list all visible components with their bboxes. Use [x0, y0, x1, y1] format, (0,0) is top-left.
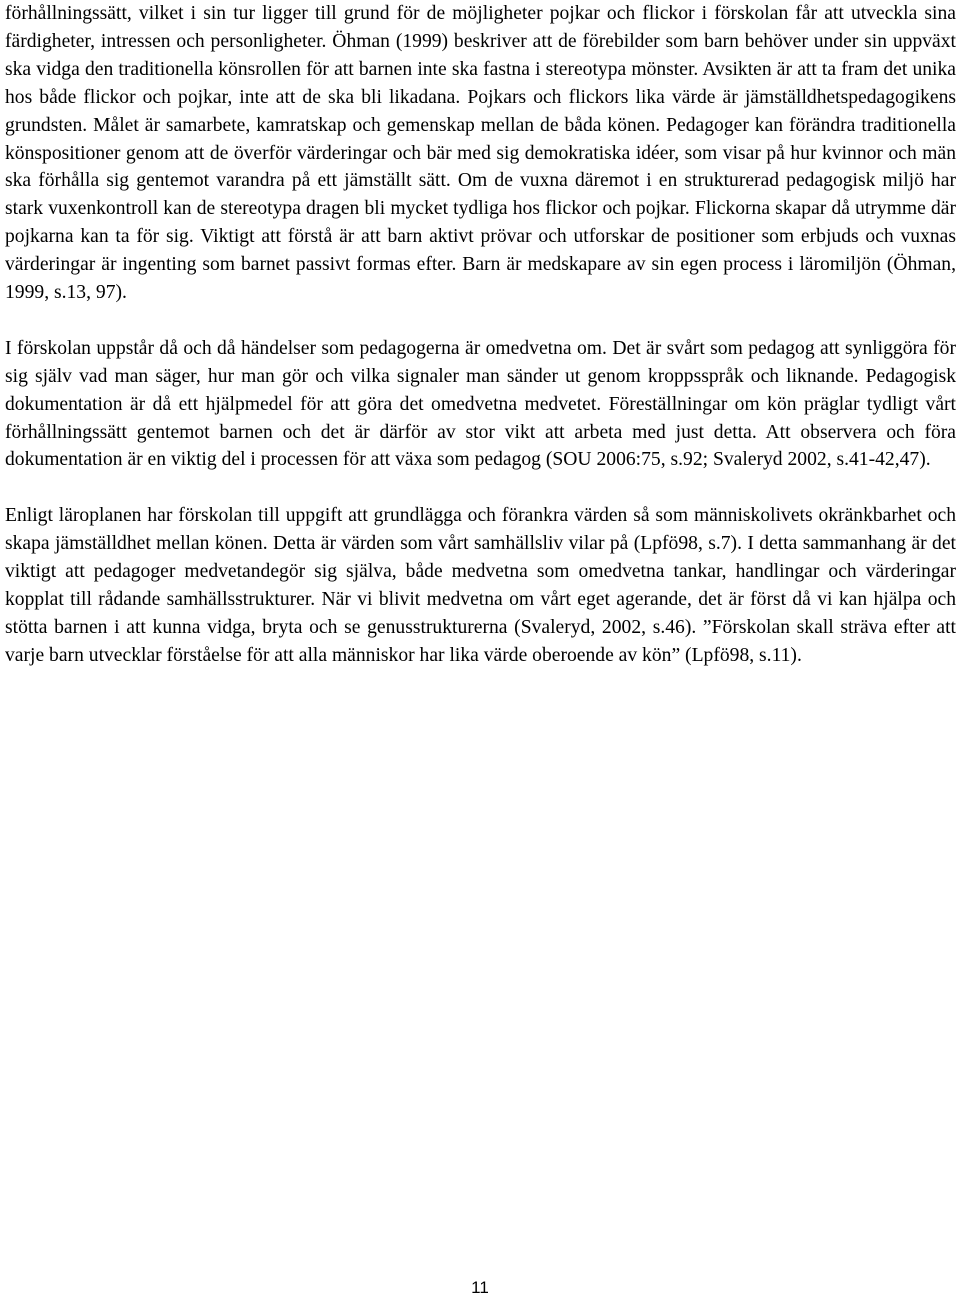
body-paragraph-1: förhållningssätt, vilket i sin tur ligger till grund för de möjligheter pojkar och flickor i förskolan får att utveckla sina färdigheter, intressen och personligheter. Öhman (1999) beskriver att de förebilder som barn behöver under sin uppväxt ska vidga den traditionella könsrollen för att barnen inte ska fastna i stereotypa mönster. Avsikten är att ta fram det unika hos både flickor och pojkar, inte att de ska bli likadana. Pojkars och flickors lika värde är jämställdhetspedagogikens grundsten. Målet är samarbete, kamratskap och gemenskap mellan de båda könen. Pedagoger kan förändra traditionella könspositioner genom att de överför värderingar och bär med sig demokratiska idéer, som visar på hur kvinnor och män ska förhålla sig gentemot varandra på ett jämställt sätt. Om de vuxna däremot i en strukturerad pedagogisk miljö har stark vuxenkontroll kan de stereotypa dragen bli mycket tydliga hos flickor och pojkar. Flickorna skapar då utrymme där pojkarna kan ta för sig. Viktigt att förstå är att barn aktivt prövar och utforskar de positioner som erbjuds och vuxnas värderingar är ingenting som barnet passivt formas efter. Barn är medskapare av sin egen process i läromiljön (Öhman, 1999, s.13, 97). [5, 3, 956, 304]
document-page [5, 0, 956, 670]
page-number: 11 [471, 1278, 489, 1297]
body-paragraph-2: I förskolan uppstår då och då händelser som pedagogerna är omedvetna om. Det är svårt som pedagog att synliggöra för sig själv vad man säger, hur man gör och vilka signaler man sänder ut genom kroppsspråk och liknande. Pedagogisk dokumentation är då ett hjälpmedel för att göra det omedvetna medvetet. Föreställningar om kön präglar tydligt vårt förhållningssätt gentemot barnen och det är därför av stor vikt att arbeta med just detta. Att observera och föra dokumentation är en viktig del i processen för att växa som pedagog (SOU 2006:75, s.92; Svaleryd 2002, s.41-42,47). [5, 337, 956, 471]
body-paragraph-3: Enligt läroplanen har förskolan till uppgift att grundlägga och förankra värden så som människolivets okränkbarhet och skapa jämställdhet mellan könen. Detta är värden som vårt samhällsliv vilar på (Lpfö98, s.7). I detta sammanhang är det viktigt att pedagoger medvetandegör sig själva, både medvetna som omedvetna tankar, handlingar och värderingar kopplat till rådande samhällsstrukturer. När vi blivit medvetna om vårt eget agerande, det är först då vi kan hjälpa och stötta barnen i att kunna vidga, bryta och se genusstrukturerna (Svaleryd, 2002, s.46). ”Förskolan skall sträva efter att varje barn utvecklar förståelse för att alla människor har lika värde oberoende av kön” (Lpfö98, s.11). [5, 505, 956, 666]
